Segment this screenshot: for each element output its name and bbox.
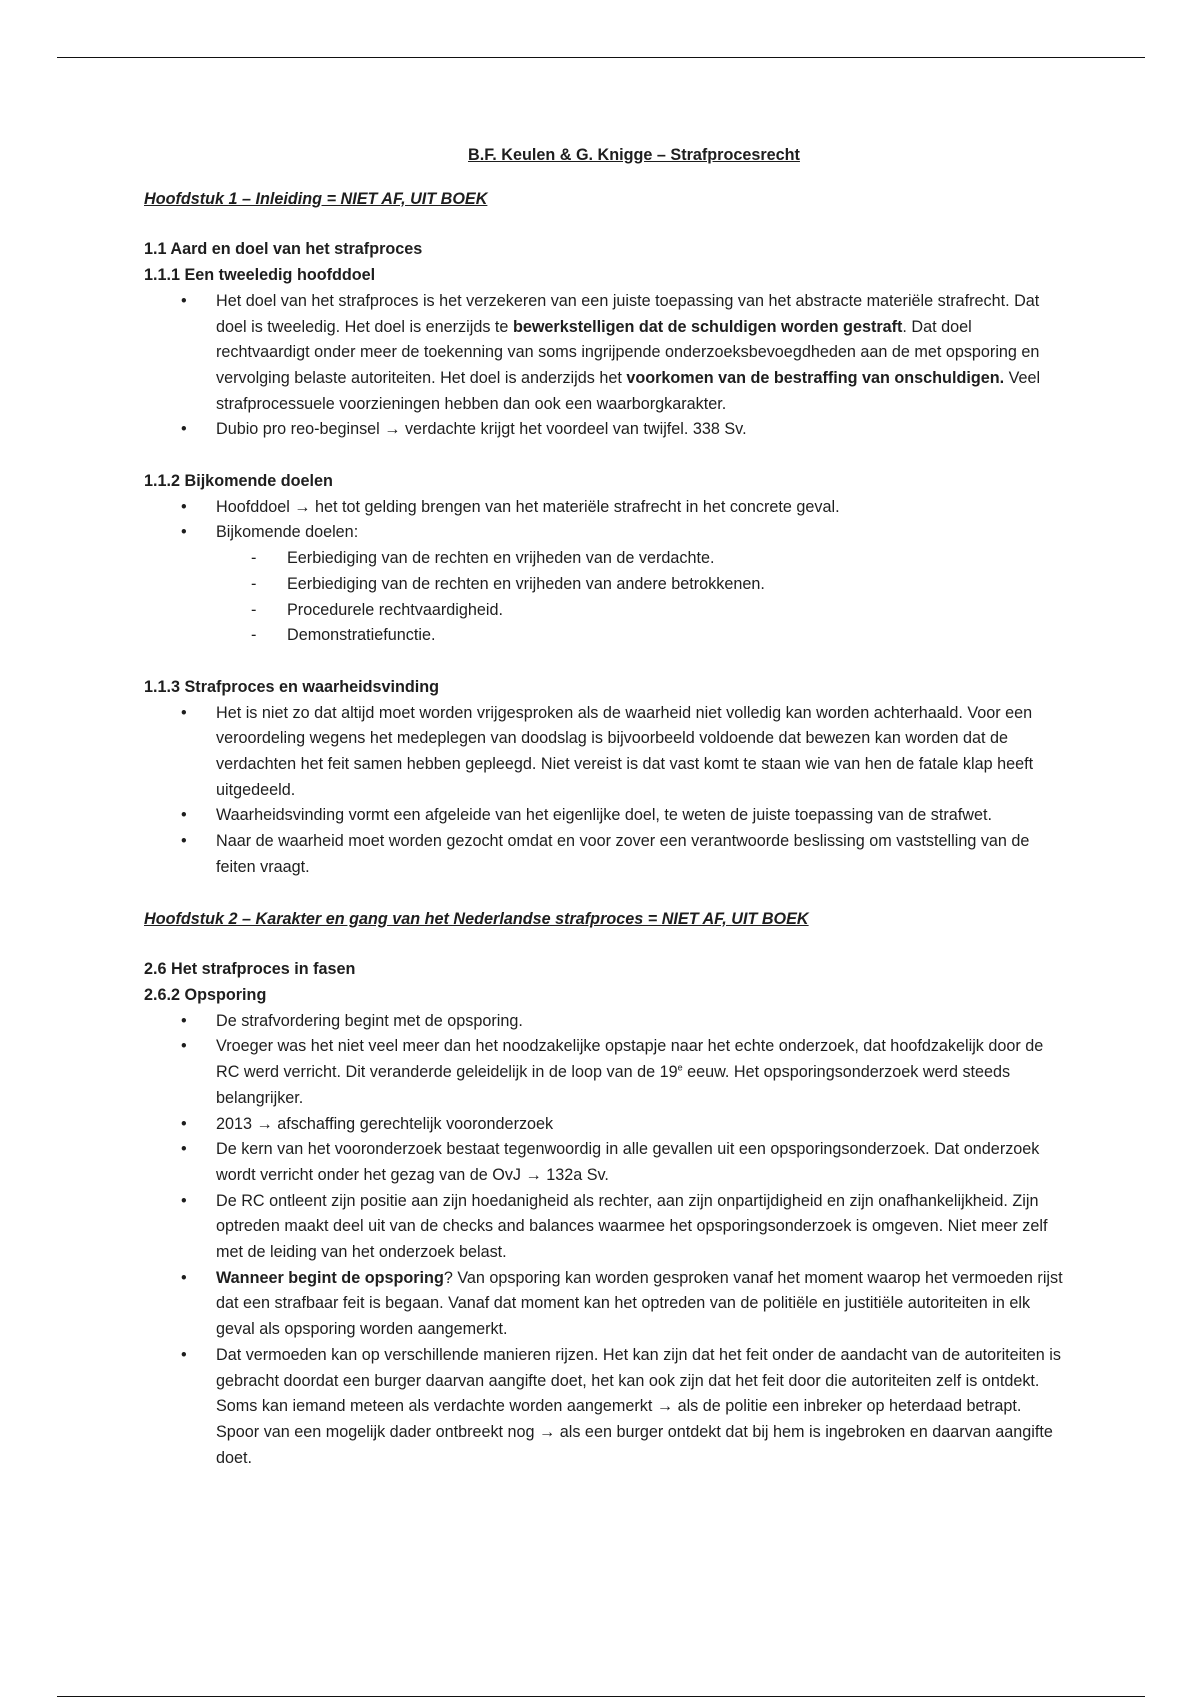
list-item: • Naar de waarheid moet worden gezocht omdat en voor zover een verantwoorde beslissing om vaststelling van de feiten vraagt. (216, 829, 1064, 880)
list-item: - Eerbiediging van de rechten en vrijheden van de verdachte. (287, 546, 1064, 572)
chapter-2-heading: Hoofdstuk 2 – Karakter en gang van het Nederlandse strafproces = NIET AF, UIT BOEK (144, 909, 809, 928)
document-title: B.F. Keulen & G. Knigge – Strafprocesrecht (468, 146, 800, 164)
list-item: • Vroeger was het niet veel meer dan het noodzakelijke opstapje naar het echte onderzoek, dat hoofdzakelijk door de RC werd verricht. Dit veranderde geleidelijk in de loop van de 19e eeuw. Het opsporingsonderzoek werd steeds belangrijker. (216, 1034, 1064, 1111)
list-item: • Bijkomende doelen: (216, 520, 1064, 546)
list-item: • Wanneer begint de opsporing? Van opsporing kan worden gesproken vanaf het moment waarop het vermoeden rijst dat een strafbaar feit is begaan. Vanaf dat moment kan het optreden van de politiële en justitiële autoriteiten in elk geval als opsporing worden aangemerkt. (216, 1266, 1064, 1343)
dash-list (144, 546, 1064, 649)
list-item: • De kern van het vooronderzoek bestaat tegenwoordig in alle gevallen uit een opsporingsonderzoek. Dat onderzoek wordt verricht onder het gezag van de OvJ → 132a Sv. (216, 1137, 1064, 1188)
list-item: • Het is niet zo dat altijd moet worden vrijgesproken als de waarheid niet volledig kan worden achterhaald. Voor een veroordeling wegens het medeplegen van doodslag is bijvoorbeeld voldoende dat bewezen kan worden dat de verdachten het feit samen hebben gepleegd. Niet vereist is dat vast komt te staan wie van hen de fatale klap heeft uitgedeeld. (216, 701, 1064, 804)
list-item: • Het doel van het strafproces is het verzekeren van een juiste toepassing van het abstracte materiële strafrecht. Dat doel is tweeledig. Het doel is enerzijds te bewerkstelligen dat de schuldigen worden gestraft. Dat doel rechtvaardigt onder meer de toekenning van soms ingrijpende onderzoeksbevoegdheden aan de met opsporing en vervolging belaste autoriteiten. Het doel is anderzijds het voorkomen van de bestraffing van onschuldigen. Veel strafprocessuele voorzieningen hebben dan ook een waarborgkarakter. (216, 289, 1064, 418)
bullet-list (144, 495, 1064, 546)
list-item: • Dat vermoeden kan op verschillende manieren rijzen. Het kan zijn dat het feit onder de aandacht van de autoriteiten is gebracht doordat een burger daarvan aangifte doet, het kan ook zijn dat het feit door die autoriteiten zelf is ontdekt. Soms kan iemand meteen als verdachte worden aangemerkt → als de politie een inbreker op heterdaad betrapt. Spoor van een mogelijk dader ontbreekt nog → als een burger ontdekt dat bij hem is ingebroken en daarvan aangifte doet. (216, 1343, 1064, 1472)
list-item: - Procedurele rechtvaardigheid. (287, 598, 1064, 624)
list-item: • De RC ontleent zijn positie aan zijn hoedanigheid als rechter, aan zijn onpartijdigheid en zijn onafhankelijkheid. Zijn optreden maakt deel uit van de checks and balances waarmee het opsporingsonderzoek is omgeven. Niet meer zelf met de leiding van het onderzoek belast. (216, 1189, 1064, 1266)
bullet-list (144, 289, 1064, 443)
section-1-1-2-heading: 1.1.2 Bijkomende doelen (144, 472, 333, 491)
header-rule (57, 57, 1145, 58)
list-item: • De strafvordering begint met de opsporing. (216, 1009, 1064, 1035)
footer-rule (57, 1696, 1145, 1697)
list-item: - Eerbiediging van de rechten en vrijheden van andere betrokkenen. (287, 572, 1064, 598)
chapter-1-heading: Hoofdstuk 1 – Inleiding = NIET AF, UIT BOEK (144, 189, 488, 208)
list-item: • 2013 → afschaffing gerechtelijk vooronderzoek (216, 1112, 1064, 1138)
list-item: - Demonstratiefunctie. (287, 623, 1064, 649)
section-1-1-heading: 1.1 Aard en doel van het strafproces (144, 240, 423, 259)
list-item: • Hoofddoel → het tot gelding brengen van het materiële strafrecht in het concrete geval. (216, 495, 1064, 521)
bullet-list (144, 1009, 1064, 1472)
list-item: • Waarheidsvinding vormt een afgeleide van het eigenlijke doel, te weten de juiste toepassing van de strafwet. (216, 803, 1064, 829)
list-item: • Dubio pro reo-beginsel → verdachte krijgt het voordeel van twijfel. 338 Sv. (216, 417, 1064, 443)
section-1-1-3-heading: 1.1.3 Strafproces en waarheidsvinding (144, 677, 440, 696)
section-2-6-heading: 2.6 Het strafproces in fasen (144, 960, 356, 979)
document-page (144, 143, 1064, 1471)
section-1-1-1-heading: 1.1.1 Een tweeledig hoofddoel (144, 266, 376, 285)
bullet-list (144, 701, 1064, 881)
section-2-6-2-heading: 2.6.2 Opsporing (144, 985, 267, 1004)
